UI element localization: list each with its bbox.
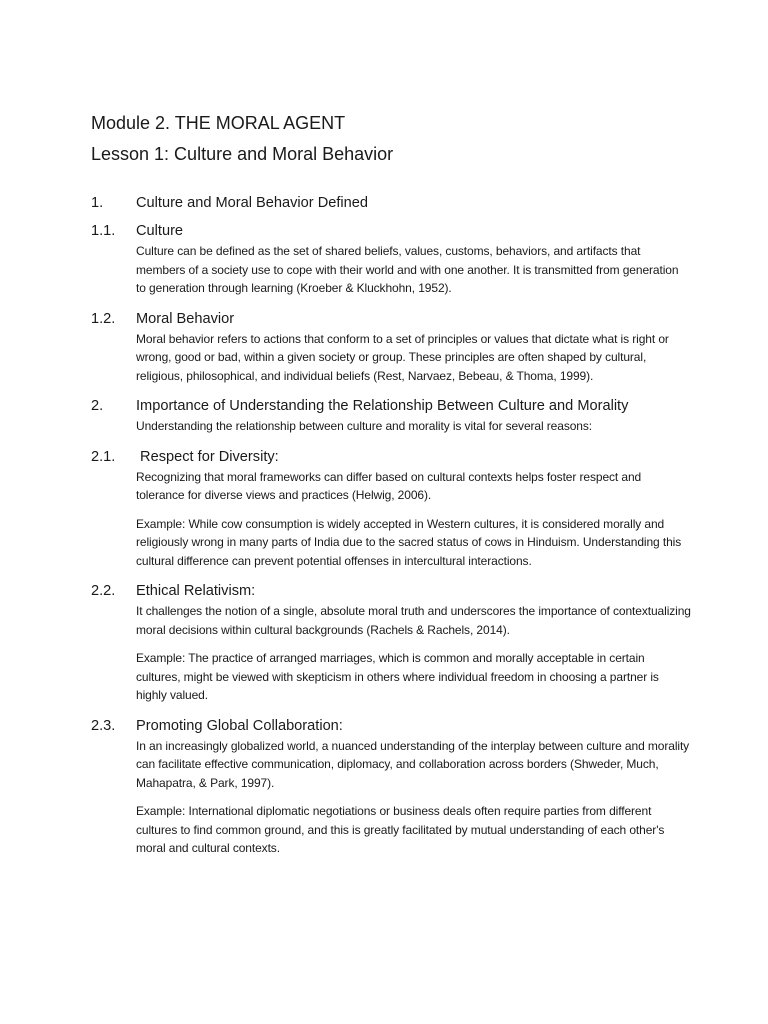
- section-heading-2-3: [91, 715, 691, 737]
- section-number: 2.1.: [91, 448, 116, 465]
- section-heading-1: [91, 192, 691, 214]
- section-title: Ethical Relativism:: [136, 583, 256, 599]
- section-number: 2.: [91, 398, 104, 414]
- section-heading-2-2: [91, 580, 691, 602]
- section-heading-1-2: [91, 308, 691, 330]
- lesson-title: Lesson 1: Culture and Moral Behavior: [91, 144, 394, 164]
- relativism-paragraph: It challenges the notion of a single, absolute moral truth and underscores the importance of contextualizing moral decisions within cultural backgrounds (Rachels & Rachels, 2014).: [136, 604, 691, 637]
- section-heading-2: [91, 395, 691, 417]
- moral-behavior-paragraph: Moral behavior refers to actions that conform to a set of principles or values that dictate what is right or wrong, good or bad, within a given society or group. These principles are often shaped by cultural, religious, philosophical, and individual beliefs (Rest, Narvaez, Bebeau, & Thoma, 1999).: [136, 331, 669, 383]
- section-title: Moral Behavior: [136, 310, 235, 327]
- section-title: Culture and Moral Behavior Defined: [136, 195, 369, 211]
- section-title: Promoting Global Collaboration:: [136, 717, 343, 734]
- section-heading-2-1: [91, 446, 691, 468]
- section-title: Respect for Diversity:: [136, 448, 279, 465]
- section-number: 2.2.: [91, 583, 116, 599]
- section-heading-1-1: [91, 220, 691, 242]
- section-number: 1.: [91, 195, 104, 211]
- culture-definition-paragraph: Culture can be defined as the set of shared beliefs, values, customs, behaviors, and artifacts that members of a society use to cope with their world and with one another. It is transmitted from generation to generation through learning (Kroeber & Kluckhohn, 1952).: [136, 244, 679, 295]
- section-title: Culture: [136, 223, 184, 239]
- diversity-paragraph: Recognizing that moral frameworks can differ based on cultural contexts helps foster respect and tolerance for diverse views and practices (Helwig, 2006).: [136, 469, 642, 502]
- collaboration-example-paragraph: Example: International diplomatic negotiations or business deals often require parties from different cultures to find common ground, and this is greatly facilitated by mutual understanding of each other's moral and cultural contexts.: [136, 804, 665, 855]
- section-title: Importance of Understanding the Relationship Between Culture and Morality: [136, 398, 629, 414]
- diversity-example-paragraph: Example: While cow consumption is widely accepted in Western cultures, it is considered morally and religiously wrong in many parts of India due to the sacred status of cows in Hinduism. Understanding this cultural difference can prevent potential offenses in intercultural interactions.: [136, 516, 682, 568]
- section-number: 2.3.: [91, 717, 116, 734]
- module-title: Module 2. THE MORAL AGENT: [91, 113, 346, 133]
- importance-paragraph: Understanding the relationship between culture and morality is vital for several reasons:: [136, 419, 593, 433]
- relativism-example-paragraph: Example: The practice of arranged marriages, which is common and morally acceptable in certain cultures, might be viewed with skepticism in others where individual freedom in choosing a partner is highly valued.: [136, 651, 659, 702]
- collaboration-paragraph: In an increasingly globalized world, a nuanced understanding of the interplay between culture and morality can facilitate effective communication, diplomacy, and collaboration across borders (Shweder, Much, Mahapatra, & Park, 1997).: [136, 738, 690, 790]
- section-number: 1.2.: [91, 310, 116, 327]
- section-number: 1.1.: [91, 223, 116, 239]
- document-page: [91, 110, 691, 858]
